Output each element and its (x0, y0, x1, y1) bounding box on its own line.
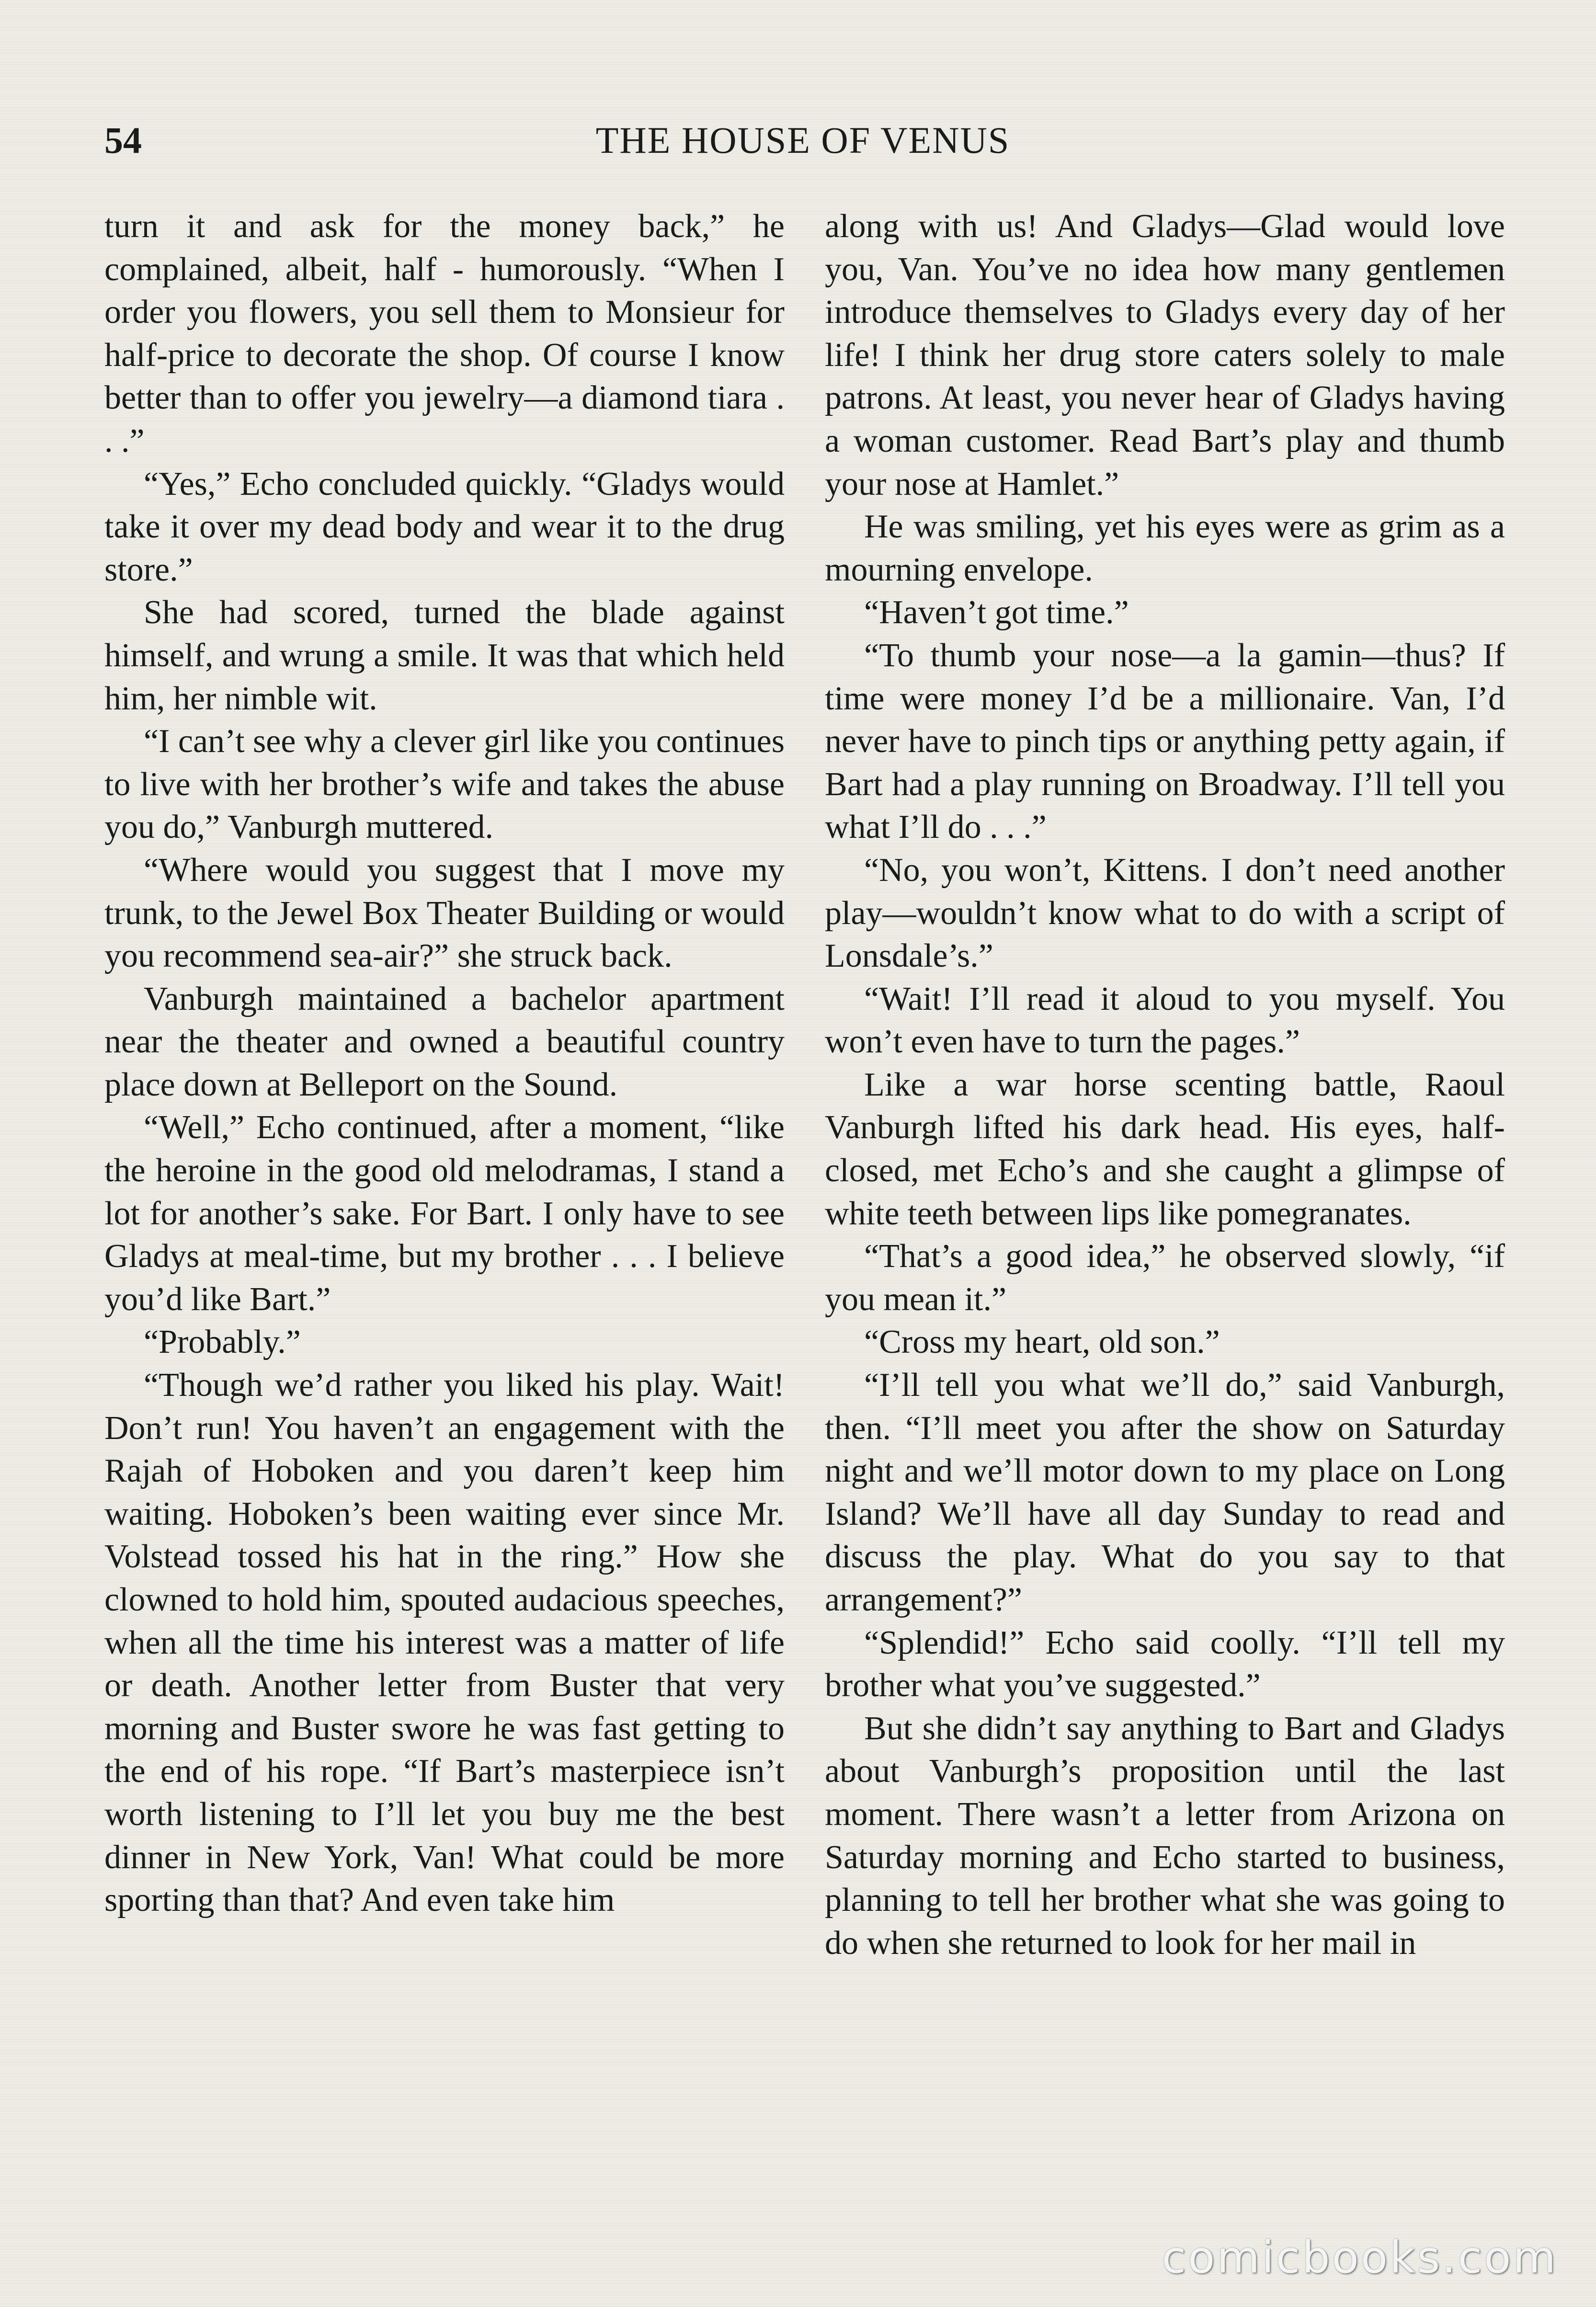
watermark: comicbooks.com (1162, 2232, 1558, 2283)
paragraph: “No, you won’t, Kittens. I don’t need another play—wouldn’t know what to do with a script of Lonsdale’s.” (825, 851, 1505, 975)
paragraph: Like a war horse scenting battle, Raoul Vanburgh lifted his dark head. His eyes, half-closed, met Echo’s and she caught a glimpse of white teeth between lips like pomegranates. (825, 1066, 1505, 1232)
running-title: THE HOUSE OF VENUS (595, 119, 1010, 161)
paragraph: “I’ll tell you what we’ll do,” said Vanburgh, then. “I’ll meet you after the show on Saturday night and we’ll motor down to my place on Long Island? We’ll have all day Sunday to read and discuss the play. What do you say to that arrangement?” (825, 1367, 1505, 1618)
paragraph: “Wait! I’ll read it aloud to you myself. You won’t even have to turn the pages.” (825, 980, 1505, 1061)
page-header (104, 114, 1501, 167)
paragraph: “To thumb your nose—a la gamin—thus? If time were money I’d be a millionaire. Van, I’d never have to pinch tips or anything petty again, if Bart had a play running on Broadway. I’ll tell you what I’ll do . . .” (825, 637, 1505, 846)
right-column (825, 205, 1505, 1964)
paragraph: Vanburgh maintained a bachelor apartment near the theater and owned a beautiful country place down at Belleport on the Sound. (104, 980, 785, 1103)
paragraph: turn it and ask for the money back,” he complained, albeit, half - humorously. “When I order you flowers, you sell them to Monsieur for half-price to decorate the shop. Of course I know better than to offer you jewelry—a diamond tiara . . .” (104, 208, 785, 459)
paragraph: “Yes,” Echo concluded quickly. “Gladys would take it over my dead body and wear it to the drug store.” (104, 465, 785, 588)
paragraph: “Cross my heart, old son.” (864, 1324, 1220, 1361)
paragraph: She had scored, turned the blade against himself, and wrung a smile. It was that which held him, her nimble wit. (104, 594, 785, 717)
paragraph: “Where would you suggest that I move my trunk, to the Jewel Box Theater Building or would you recommend sea-air?” she struck back. (104, 851, 785, 975)
paragraph: along with us! And Gladys—Glad would love you, Van. You’ve no idea how many gentlemen introduce themselves to Gladys every day of her life! I think her drug store caters solely to male patrons. At least, you never hear of Gladys having a woman customer. Read Bart’s play and thumb your nose at Hamlet.” (825, 208, 1505, 503)
paragraph: “I can’t see why a clever girl like you continues to live with her brother’s wife and takes the abuse you do,” Vanburgh muttered. (104, 723, 785, 846)
paragraph: “That’s a good idea,” he observed slowly, “if you mean it.” (825, 1238, 1505, 1318)
paragraph: “Splendid!” Echo said coolly. “I’ll tell my brother what you’ve suggested.” (825, 1624, 1505, 1704)
paragraph: He was smiling, yet his eyes were as grim as a mourning envelope. (825, 508, 1505, 588)
page-number: 54 (104, 119, 142, 161)
left-column (104, 205, 785, 1922)
paragraph: “Well,” Echo continued, after a moment, “like the heroine in the good old melodramas, I stand a lot for another’s sake. For Bart. I only have to see Gladys at meal-time, but my brother . . . I believe you’d like Bart.” (104, 1109, 785, 1318)
paragraph: But she didn’t say anything to Bart and Gladys about Vanburgh’s proposition until the last moment. There wasn’t a letter from Arizona on Saturday morning and Echo started to business, planning to tell her brother what she was going to do when she returned to look for her mail in (825, 1710, 1505, 1962)
paragraph: “Though we’d rather you liked his play. Wait! Don’t run! You haven’t an engagement with the Rajah of Hoboken and you daren’t keep him waiting. Hoboken’s been waiting ever since Mr. Volstead tossed his hat in the ring.” How she clowned to hold him, spouted audacious speeches, when all the time his interest was a matter of life or death. Another letter from Buster that very morning and Buster swore he was fast getting to the end of his rope. “If Bart’s masterpiece isn’t worth listening to I’ll let you buy me the best dinner in New York, Van! What could be more sporting than that? And even take him (104, 1367, 785, 1919)
paragraph: “Haven’t got time.” (864, 594, 1129, 631)
paragraph: “Probably.” (144, 1324, 301, 1361)
